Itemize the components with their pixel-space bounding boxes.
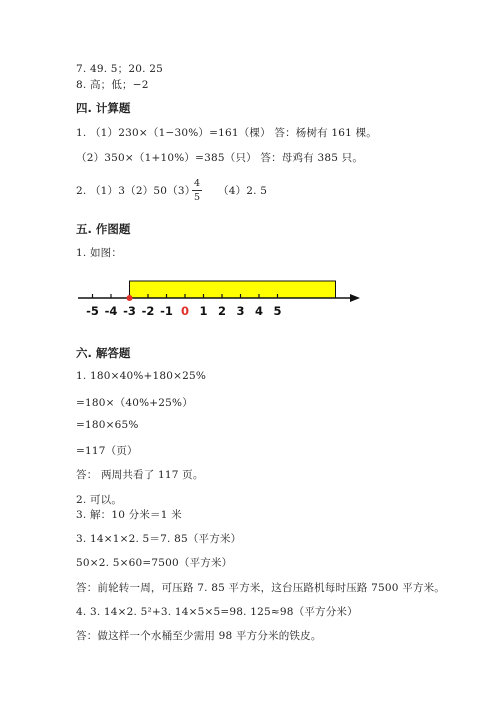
tick-label: 3 <box>236 304 245 318</box>
axis-arrow <box>350 294 360 302</box>
solve-3-line-b: 3. 14×1×2. 5＝7. 85（平方米） <box>76 533 242 545</box>
solve-1-line-a: 1. 180×40%+180×25% <box>76 370 207 382</box>
solve-3-answer: 答：前轮转一周，可压路 7. 85 平方米，这台压路机每时压路 7500 平方米。 <box>76 582 445 594</box>
answer-line-8: 8. 高；低；−2 <box>76 79 149 91</box>
tick-label: -4 <box>104 304 118 318</box>
calc-answer-1: 1. （1）230×（1−30%）=161（棵） 答：杨树有 161 棵。 <box>76 127 377 139</box>
tick-label: 5 <box>273 304 282 318</box>
tick-label: -3 <box>123 304 136 318</box>
solve-1-line-d: =117（页） <box>76 445 138 457</box>
solve-1-line-c: =180×65% <box>76 419 139 431</box>
solve-1-answer: 答： 两周共看了 117 页。 <box>76 469 204 481</box>
solve-4-answer: 答：做这样一个水桶至少需用 98 平方分米的铁皮。 <box>76 630 322 642</box>
tick-label: 1 <box>199 304 208 318</box>
highlight-region <box>130 281 336 298</box>
fraction-bar <box>192 190 202 191</box>
fraction <box>192 178 202 203</box>
solve-4-line-a: 4. 3. 14×2. 5²+3. 14×5×5=98. 125≈98（平方分米） <box>76 606 358 618</box>
section-heading-draw: 五. 作图题 <box>76 222 131 236</box>
calc-answer-2: （2）350×（1+10%）=385（只） 答：母鸡有 385 只。 <box>76 152 364 164</box>
solve-3-line-c: 50×2. 5×60=7500（平方米） <box>76 557 233 569</box>
calc-answer-3: 2. （1）3（2）50（3） <box>76 185 196 197</box>
tick-label: -5 <box>86 304 99 318</box>
tick-label: 4 <box>254 304 264 318</box>
solve-3-line-a: 3. 解：10 分米＝1 米 <box>76 509 182 521</box>
solve-1-line-b: =180×（40%+25%） <box>76 397 193 409</box>
section-heading-solve: 六. 解答题 <box>76 346 131 360</box>
tick-label: -1 <box>160 304 173 318</box>
answer-line-7: 7. 49. 5；20. 25 <box>76 63 163 75</box>
tick-label: 2 <box>217 304 227 318</box>
fraction-denominator: 5 <box>193 192 201 203</box>
fraction-numerator: 4 <box>193 178 201 189</box>
section-heading-calc: 四. 计算题 <box>76 101 131 115</box>
solve-2: 2. 可以。 <box>76 494 123 506</box>
tick-label: -2 <box>141 304 155 318</box>
tick-label: 0 <box>180 304 190 318</box>
calc-answer-3-part4: （4）2. 5 <box>218 185 268 197</box>
point-marker <box>127 295 133 301</box>
draw-answer-1: 1. 如图： <box>76 247 123 259</box>
